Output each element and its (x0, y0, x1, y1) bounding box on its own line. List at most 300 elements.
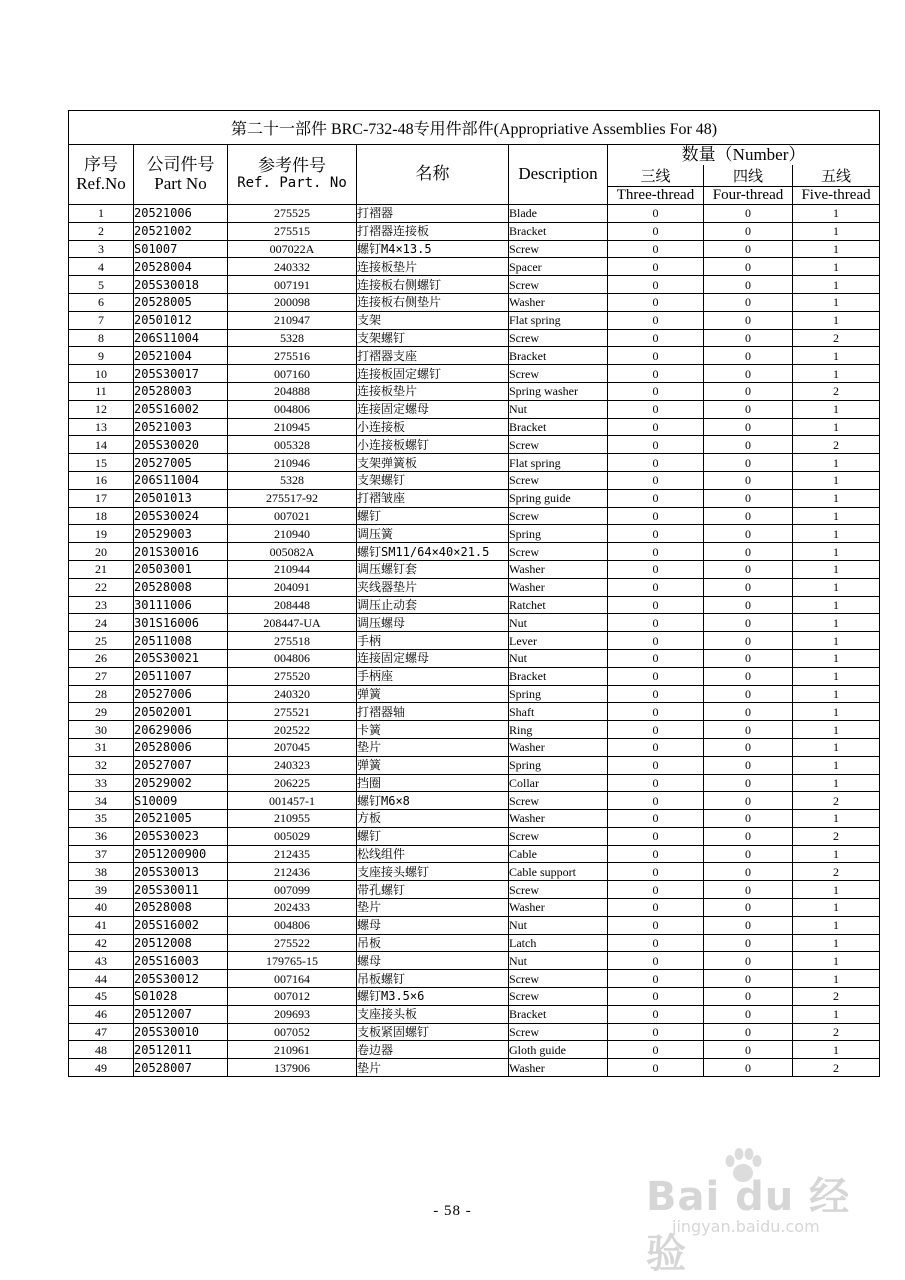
cell-ref-no: 41 (69, 916, 134, 934)
table-row (69, 934, 880, 952)
cell-qty-three: 0 (608, 685, 704, 703)
cell-name-cn: 螺钉M6×8 (357, 792, 509, 810)
cell-part-no: S01007 (134, 240, 228, 258)
table-row (69, 543, 880, 561)
col-header-qty: 数量（Number） (608, 145, 880, 166)
cell-part-no: 20521004 (134, 347, 228, 365)
cell-ref-part-no: 007164 (228, 970, 357, 988)
cell-description: Spring (509, 756, 608, 774)
cell-name-cn: 带孔螺钉 (357, 881, 509, 899)
cell-part-no: 205S16003 (134, 952, 228, 970)
cell-ref-part-no: 210955 (228, 810, 357, 828)
cell-part-no: S01028 (134, 988, 228, 1006)
cell-ref-part-no: 240323 (228, 756, 357, 774)
cell-ref-no: 23 (69, 596, 134, 614)
cell-qty-four: 0 (704, 952, 793, 970)
cell-ref-part-no: 210946 (228, 454, 357, 472)
cell-qty-three: 0 (608, 365, 704, 383)
cell-qty-three: 0 (608, 738, 704, 756)
table-row (69, 1005, 880, 1023)
cell-ref-part-no: 208447-UA (228, 614, 357, 632)
cell-qty-five: 1 (793, 756, 880, 774)
cell-qty-three: 0 (608, 454, 704, 472)
cell-qty-four: 0 (704, 863, 793, 881)
cell-qty-three: 0 (608, 667, 704, 685)
cell-name-cn: 打褶器 (357, 205, 509, 223)
cell-qty-five: 1 (793, 205, 880, 223)
cell-name-cn: 调压螺钉套 (357, 560, 509, 578)
cell-name-cn: 调压螺母 (357, 614, 509, 632)
cell-qty-three: 0 (608, 418, 704, 436)
cell-description: Cable support (509, 863, 608, 881)
col-header-five-en: Five-thread (793, 187, 880, 205)
cell-part-no: 205S30011 (134, 881, 228, 899)
cell-qty-four: 0 (704, 721, 793, 739)
cell-part-no: 20511008 (134, 632, 228, 650)
cell-qty-three: 0 (608, 329, 704, 347)
cell-qty-five: 1 (793, 899, 880, 917)
cell-name-cn: 弹簧 (357, 685, 509, 703)
cell-qty-five: 1 (793, 311, 880, 329)
cell-ref-part-no: 275515 (228, 222, 357, 240)
cell-description: Flat spring (509, 311, 608, 329)
cell-ref-part-no: 210944 (228, 560, 357, 578)
cell-description: Spring (509, 685, 608, 703)
cell-qty-five: 1 (793, 258, 880, 276)
table-row (69, 418, 880, 436)
cell-qty-four: 0 (704, 400, 793, 418)
cell-name-cn: 螺钉 (357, 507, 509, 525)
cell-ref-no: 24 (69, 614, 134, 632)
cell-qty-five: 1 (793, 970, 880, 988)
cell-description: Spacer (509, 258, 608, 276)
cell-description: Screw (509, 436, 608, 454)
cell-ref-part-no: 007012 (228, 988, 357, 1006)
cell-qty-five: 1 (793, 489, 880, 507)
cell-part-no: 301S16006 (134, 614, 228, 632)
cell-ref-part-no: 005082A (228, 543, 357, 561)
table-row (69, 471, 880, 489)
cell-name-cn: 连接板固定螺钉 (357, 365, 509, 383)
cell-ref-no: 7 (69, 311, 134, 329)
col-header-ref-cn: 序号 (84, 154, 118, 174)
cell-qty-four: 0 (704, 329, 793, 347)
cell-qty-five: 2 (793, 1059, 880, 1077)
parts-table (68, 110, 880, 1077)
cell-qty-five: 1 (793, 525, 880, 543)
cell-qty-four: 0 (704, 347, 793, 365)
cell-qty-three: 0 (608, 507, 704, 525)
cell-ref-part-no: 5328 (228, 329, 357, 347)
cell-qty-four: 0 (704, 988, 793, 1006)
cell-qty-three: 0 (608, 721, 704, 739)
cell-ref-no: 22 (69, 578, 134, 596)
cell-ref-no: 10 (69, 365, 134, 383)
table-row (69, 988, 880, 1006)
cell-qty-three: 0 (608, 756, 704, 774)
cell-ref-no: 32 (69, 756, 134, 774)
cell-qty-four: 0 (704, 240, 793, 258)
cell-qty-three: 0 (608, 596, 704, 614)
cell-qty-four: 0 (704, 436, 793, 454)
cell-part-no: 206S11004 (134, 329, 228, 347)
cell-qty-three: 0 (608, 1023, 704, 1041)
cell-qty-three: 0 (608, 1059, 704, 1077)
table-row (69, 899, 880, 917)
cell-qty-three: 0 (608, 934, 704, 952)
cell-name-cn: 卡簧 (357, 721, 509, 739)
cell-part-no: S10009 (134, 792, 228, 810)
cell-name-cn: 吊板 (357, 934, 509, 952)
cell-qty-five: 1 (793, 685, 880, 703)
page-number: - 58 - (433, 1203, 472, 1219)
cell-part-no: 20528005 (134, 293, 228, 311)
cell-description: Screw (509, 881, 608, 899)
cell-name-cn: 手柄 (357, 632, 509, 650)
cell-part-no: 20529003 (134, 525, 228, 543)
cell-qty-four: 0 (704, 382, 793, 400)
cell-name-cn: 方板 (357, 810, 509, 828)
cell-part-no: 20527005 (134, 454, 228, 472)
col-header-refpart-en: Ref. Part. No (237, 175, 347, 192)
cell-ref-part-no: 004806 (228, 400, 357, 418)
cell-ref-part-no: 212435 (228, 845, 357, 863)
cell-qty-five: 2 (793, 329, 880, 347)
cell-ref-no: 43 (69, 952, 134, 970)
cell-ref-no: 11 (69, 382, 134, 400)
cell-qty-four: 0 (704, 632, 793, 650)
cell-qty-five: 1 (793, 703, 880, 721)
cell-qty-five: 1 (793, 276, 880, 294)
cell-name-cn: 垫片 (357, 899, 509, 917)
table-row (69, 400, 880, 418)
cell-qty-four: 0 (704, 1023, 793, 1041)
cell-description: Screw (509, 507, 608, 525)
cell-description: Spring (509, 525, 608, 543)
table-row (69, 596, 880, 614)
cell-ref-part-no: 210940 (228, 525, 357, 543)
cell-qty-four: 0 (704, 578, 793, 596)
cell-qty-three: 0 (608, 311, 704, 329)
table-row (69, 1059, 880, 1077)
watermark (640, 1145, 880, 1277)
cell-name-cn: 连接板垫片 (357, 258, 509, 276)
cell-qty-three: 0 (608, 899, 704, 917)
cell-name-cn: 螺钉M4×13.5 (357, 240, 509, 258)
cell-qty-three: 0 (608, 774, 704, 792)
cell-qty-five: 2 (793, 827, 880, 845)
cell-qty-five: 1 (793, 578, 880, 596)
cell-qty-three: 0 (608, 578, 704, 596)
table-row (69, 1041, 880, 1059)
cell-description: Nut (509, 614, 608, 632)
cell-qty-four: 0 (704, 258, 793, 276)
cell-description: Bracket (509, 667, 608, 685)
cell-qty-four: 0 (704, 756, 793, 774)
cell-name-cn: 支板紧固螺钉 (357, 1023, 509, 1041)
cell-qty-three: 0 (608, 471, 704, 489)
cell-name-cn: 调压簧 (357, 525, 509, 543)
cell-name-cn: 连接板垫片 (357, 382, 509, 400)
cell-ref-no: 39 (69, 881, 134, 899)
cell-ref-no: 13 (69, 418, 134, 436)
cell-ref-part-no: 275525 (228, 205, 357, 223)
table-row (69, 293, 880, 311)
table-row (69, 881, 880, 899)
cell-qty-three: 0 (608, 560, 704, 578)
cell-ref-no: 4 (69, 258, 134, 276)
cell-qty-five: 1 (793, 418, 880, 436)
cell-ref-part-no: 240320 (228, 685, 357, 703)
cell-ref-no: 33 (69, 774, 134, 792)
cell-description: Ring (509, 721, 608, 739)
cell-ref-no: 28 (69, 685, 134, 703)
cell-name-cn: 螺钉M3.5×6 (357, 988, 509, 1006)
cell-qty-four: 0 (704, 489, 793, 507)
cell-qty-four: 0 (704, 418, 793, 436)
cell-qty-three: 0 (608, 525, 704, 543)
cell-qty-five: 1 (793, 845, 880, 863)
cell-part-no: 20528004 (134, 258, 228, 276)
cell-qty-five: 1 (793, 1005, 880, 1023)
cell-description: Cable (509, 845, 608, 863)
cell-qty-five: 1 (793, 881, 880, 899)
cell-qty-five: 1 (793, 810, 880, 828)
cell-qty-five: 1 (793, 471, 880, 489)
cell-ref-no: 31 (69, 738, 134, 756)
cell-qty-three: 0 (608, 649, 704, 667)
cell-ref-part-no: 275521 (228, 703, 357, 721)
cell-qty-four: 0 (704, 899, 793, 917)
cell-description: Screw (509, 988, 608, 1006)
cell-name-cn: 调压止动套 (357, 596, 509, 614)
watermark-url: jingyan.baidu.com (672, 1217, 820, 1236)
cell-qty-five: 1 (793, 560, 880, 578)
cell-qty-four: 0 (704, 916, 793, 934)
table-row (69, 756, 880, 774)
table-row (69, 916, 880, 934)
cell-description: Screw (509, 329, 608, 347)
table-row (69, 1023, 880, 1041)
table-row (69, 382, 880, 400)
cell-description: Screw (509, 792, 608, 810)
cell-part-no: 20521006 (134, 205, 228, 223)
cell-ref-part-no: 202522 (228, 721, 357, 739)
cell-description: Collar (509, 774, 608, 792)
cell-qty-four: 0 (704, 845, 793, 863)
cell-part-no: 205S16002 (134, 916, 228, 934)
cell-description: Washer (509, 560, 608, 578)
cell-qty-five: 2 (793, 988, 880, 1006)
cell-qty-five: 1 (793, 721, 880, 739)
cell-qty-four: 0 (704, 454, 793, 472)
cell-description: Latch (509, 934, 608, 952)
table-row (69, 258, 880, 276)
cell-name-cn: 连接板右侧螺钉 (357, 276, 509, 294)
cell-part-no: 20528008 (134, 899, 228, 917)
col-header-part-en: Part No (154, 173, 207, 193)
col-header-three-en: Three-thread (608, 187, 704, 205)
cell-ref-no: 12 (69, 400, 134, 418)
cell-ref-part-no: 204091 (228, 578, 357, 596)
cell-ref-no: 34 (69, 792, 134, 810)
cell-name-cn: 垫片 (357, 1059, 509, 1077)
cell-ref-no: 20 (69, 543, 134, 561)
cell-part-no: 20528007 (134, 1059, 228, 1077)
cell-qty-five: 1 (793, 738, 880, 756)
col-header-name: 名称 (357, 145, 509, 205)
cell-description: Screw (509, 1023, 608, 1041)
cell-name-cn: 连接板右侧垫片 (357, 293, 509, 311)
cell-description: Screw (509, 276, 608, 294)
cell-description: Spring guide (509, 489, 608, 507)
cell-part-no: 205S16002 (134, 400, 228, 418)
table-row (69, 738, 880, 756)
cell-description: Screw (509, 970, 608, 988)
table-row (69, 792, 880, 810)
cell-ref-part-no: 209693 (228, 1005, 357, 1023)
cell-ref-no: 15 (69, 454, 134, 472)
cell-part-no: 20521003 (134, 418, 228, 436)
table-row (69, 240, 880, 258)
cell-name-cn: 打褶器轴 (357, 703, 509, 721)
cell-ref-part-no: 007052 (228, 1023, 357, 1041)
cell-part-no: 20501012 (134, 311, 228, 329)
col-header-description: Description (509, 145, 608, 205)
cell-part-no: 20521002 (134, 222, 228, 240)
cell-qty-three: 0 (608, 293, 704, 311)
col-header-part-cn: 公司件号 (146, 154, 215, 174)
cell-qty-three: 0 (608, 258, 704, 276)
cell-qty-four: 0 (704, 365, 793, 383)
cell-qty-three: 0 (608, 347, 704, 365)
cell-part-no: 205S30020 (134, 436, 228, 454)
cell-name-cn: 挡圈 (357, 774, 509, 792)
table-row (69, 952, 880, 970)
cell-qty-five: 1 (793, 916, 880, 934)
cell-description: Flat spring (509, 454, 608, 472)
cell-name-cn: 支架弹簧板 (357, 454, 509, 472)
cell-ref-no: 44 (69, 970, 134, 988)
cell-qty-three: 0 (608, 916, 704, 934)
col-header-part (134, 145, 228, 205)
cell-ref-part-no: 210945 (228, 418, 357, 436)
table-row (69, 774, 880, 792)
cell-name-cn: 支座接头螺钉 (357, 863, 509, 881)
cell-qty-three: 0 (608, 881, 704, 899)
cell-qty-five: 1 (793, 649, 880, 667)
cell-qty-four: 0 (704, 293, 793, 311)
cell-ref-part-no: 005328 (228, 436, 357, 454)
cell-name-cn: 吊板螺钉 (357, 970, 509, 988)
cell-qty-four: 0 (704, 738, 793, 756)
cell-qty-three: 0 (608, 703, 704, 721)
cell-ref-no: 36 (69, 827, 134, 845)
cell-part-no: 2051200900 (134, 845, 228, 863)
cell-part-no: 205S30012 (134, 970, 228, 988)
cell-ref-no: 29 (69, 703, 134, 721)
cell-qty-three: 0 (608, 400, 704, 418)
cell-ref-no: 6 (69, 293, 134, 311)
cell-name-cn: 打褶器连接板 (357, 222, 509, 240)
cell-name-cn: 打褶器支座 (357, 347, 509, 365)
cell-part-no: 20629006 (134, 721, 228, 739)
col-header-three-cn: 三线 (608, 165, 704, 187)
table-title: 第二十一部件 BRC-732-48专用件部件(Appropriative Assemblies For 48) (69, 111, 880, 145)
table-row (69, 810, 880, 828)
cell-qty-four: 0 (704, 560, 793, 578)
cell-ref-no: 42 (69, 934, 134, 952)
cell-ref-part-no: 208448 (228, 596, 357, 614)
cell-part-no: 30111006 (134, 596, 228, 614)
cell-qty-five: 1 (793, 543, 880, 561)
cell-ref-part-no: 206225 (228, 774, 357, 792)
cell-ref-no: 19 (69, 525, 134, 543)
cell-qty-four: 0 (704, 774, 793, 792)
cell-part-no: 20529002 (134, 774, 228, 792)
cell-qty-three: 0 (608, 952, 704, 970)
col-header-ref (69, 145, 134, 205)
cell-ref-no: 9 (69, 347, 134, 365)
cell-ref-part-no: 004806 (228, 649, 357, 667)
cell-ref-part-no: 210961 (228, 1041, 357, 1059)
cell-ref-part-no: 275517-92 (228, 489, 357, 507)
cell-qty-three: 0 (608, 276, 704, 294)
cell-ref-no: 38 (69, 863, 134, 881)
table-row (69, 721, 880, 739)
cell-ref-part-no: 212436 (228, 863, 357, 881)
cell-part-no: 205S30017 (134, 365, 228, 383)
cell-name-cn: 垫片 (357, 738, 509, 756)
cell-ref-no: 47 (69, 1023, 134, 1041)
cell-qty-five: 1 (793, 632, 880, 650)
cell-qty-five: 1 (793, 614, 880, 632)
table-row (69, 222, 880, 240)
cell-qty-four: 0 (704, 792, 793, 810)
cell-part-no: 205S30013 (134, 863, 228, 881)
cell-ref-part-no: 004806 (228, 916, 357, 934)
cell-name-cn: 连接固定螺母 (357, 649, 509, 667)
cell-part-no: 20511007 (134, 667, 228, 685)
cell-qty-five: 1 (793, 400, 880, 418)
cell-description: Screw (509, 827, 608, 845)
cell-ref-part-no: 007191 (228, 276, 357, 294)
cell-name-cn: 小连接板螺钉 (357, 436, 509, 454)
cell-qty-four: 0 (704, 1005, 793, 1023)
col-header-four-en: Four-thread (704, 187, 793, 205)
cell-qty-five: 1 (793, 347, 880, 365)
cell-ref-no: 8 (69, 329, 134, 347)
cell-qty-four: 0 (704, 507, 793, 525)
cell-qty-five: 1 (793, 365, 880, 383)
table-row (69, 578, 880, 596)
col-header-five-cn: 五线 (793, 165, 880, 187)
table-row (69, 507, 880, 525)
cell-qty-four: 0 (704, 703, 793, 721)
cell-description: Screw (509, 471, 608, 489)
cell-qty-four: 0 (704, 685, 793, 703)
cell-ref-part-no: 202433 (228, 899, 357, 917)
table-row (69, 525, 880, 543)
cell-qty-four: 0 (704, 810, 793, 828)
table-row (69, 667, 880, 685)
cell-name-cn: 支座接头板 (357, 1005, 509, 1023)
cell-ref-part-no: 007160 (228, 365, 357, 383)
cell-ref-part-no: 137906 (228, 1059, 357, 1077)
cell-qty-four: 0 (704, 311, 793, 329)
table-row (69, 347, 880, 365)
table-row (69, 863, 880, 881)
